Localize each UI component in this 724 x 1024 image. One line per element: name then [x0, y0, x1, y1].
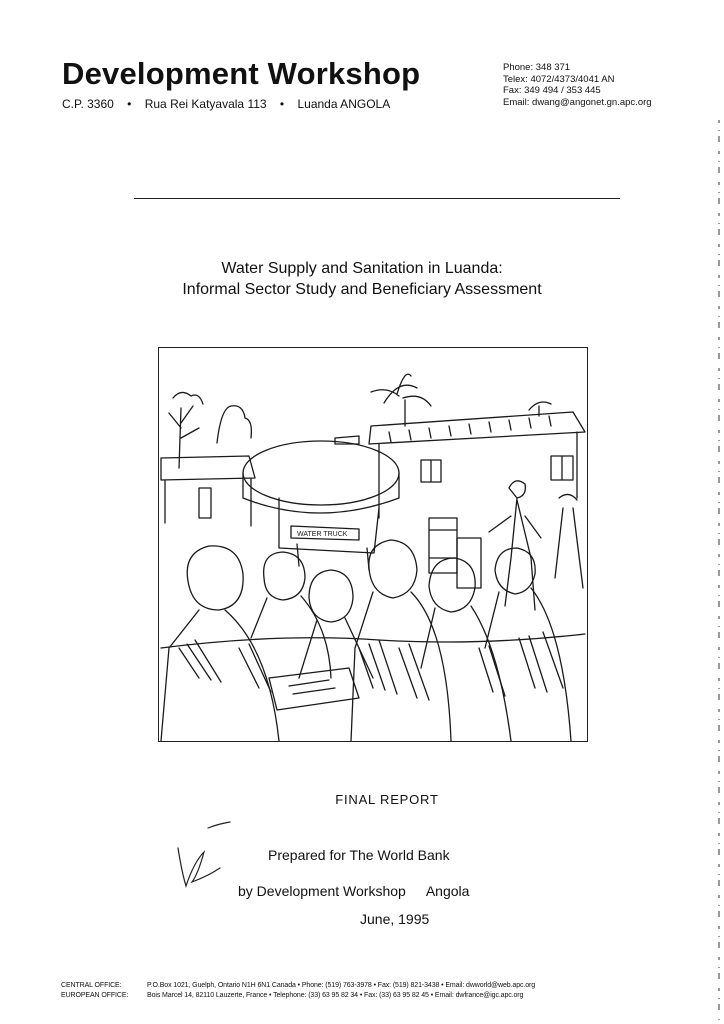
contact-email: Email: dwang@angonet.gn.apc.org: [503, 96, 652, 108]
contact-phone: Phone: 348 371: [503, 62, 571, 73]
prepared-by: by Development Workshop: [238, 883, 406, 899]
country: Angola: [425, 883, 470, 899]
address-city: Luanda ANGOLA: [297, 97, 391, 111]
central-office-details: P.O.Box 1021, Guelph, Ontario N1H 6N1 Canada • Phone: (519) 763-3978 • Fax: (519) 821-3438 • Email: dwworld@web.apc.org: [147, 982, 536, 989]
report-title-line-1: Water Supply and Sanitation in Luanda:: [221, 260, 503, 277]
footer-offices: [61, 981, 535, 1001]
contact-telex: Telex: 4072/4373/4041 AN: [503, 73, 615, 85]
truck-sign-label: WATER TRUCK: [297, 531, 348, 538]
handwritten-signature: [168, 818, 238, 898]
central-office-label: CENTRAL OFFICE:: [61, 982, 122, 989]
organization-name: Development Workshop: [62, 56, 421, 91]
water-truck-crowd-drawing: [159, 348, 587, 741]
report-type: FINAL REPORT: [335, 792, 439, 807]
address-line: [62, 97, 400, 111]
scan-edge-mark: [718, 120, 720, 1020]
address-separator: •: [127, 97, 132, 111]
contact-fax: Fax: 349 494 / 353 445: [503, 85, 601, 96]
footer-european-office: [61, 991, 535, 1001]
address-box: C.P. 3360: [62, 97, 114, 111]
footer-central-office: [61, 981, 535, 991]
report-title: [0, 258, 724, 300]
prepared-for: Prepared for The World Bank: [268, 847, 450, 863]
european-office-label: EUROPEAN OFFICE:: [61, 992, 129, 999]
address-street: Rua Rei Katyavala 113: [144, 97, 267, 111]
report-title-line-2: Informal Sector Study and Beneficiary Assessment: [182, 281, 542, 298]
european-office-details: Bois Marcel 14, 82110 Lauzerte, France • Telephone: (33) 63 95 82 34 • Fax: (33) 63 95 82 45 • Email: dwfrance@igc.apc.org: [147, 992, 524, 999]
header-divider: [134, 198, 620, 199]
contact-block: [503, 62, 652, 108]
address-separator: •: [279, 97, 285, 111]
report-date: June, 1995: [360, 911, 430, 927]
prepared-by-line: [238, 883, 469, 899]
cover-illustration: [158, 347, 588, 742]
